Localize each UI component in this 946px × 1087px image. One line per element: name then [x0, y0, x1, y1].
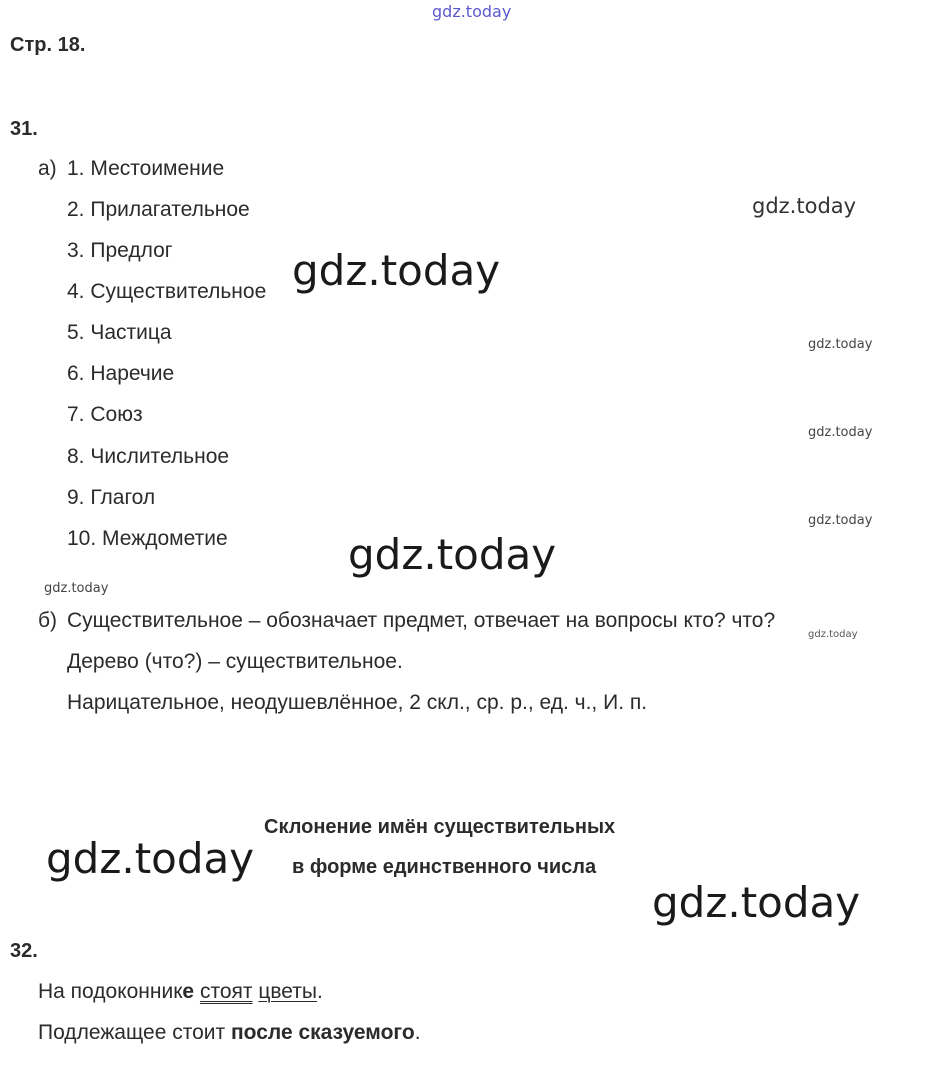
subject-word: цветы	[258, 980, 318, 1003]
explanation-start: Подлежащее стоит	[38, 1021, 231, 1044]
section-title-line-2: в форме единственного числа	[292, 856, 597, 878]
watermark-big-2: gdz.today	[348, 530, 557, 579]
section-title-line-1: Склонение имён существительных	[264, 816, 616, 838]
list-item: 10. Междометие	[67, 527, 228, 550]
explanation-end: .	[414, 1021, 421, 1044]
list-item: 2. Прилагательное	[67, 198, 250, 221]
list-item: 1. Местоимение	[67, 157, 225, 180]
predicate-word: стоят	[199, 980, 253, 1003]
part-b-line-2: Дерево (что?) – существительное.	[67, 650, 403, 673]
list-item: 7. Союз	[67, 403, 143, 426]
watermark-tiny-right: gdz.today	[808, 629, 858, 640]
sentence-start: На подоконник	[38, 980, 183, 1003]
part-b-line-1: Существительное – обозначает предмет, отвечает на вопросы кто? что?	[67, 609, 776, 632]
explanation-bold: после сказуемого	[230, 1021, 415, 1044]
watermark-tiny-left: gdz.today	[44, 581, 109, 596]
watermark-mid-right: gdz.today	[752, 194, 857, 218]
sentence-end: .	[317, 980, 323, 1003]
example-sentence	[38, 980, 323, 1004]
sentence-ending-bold: е	[182, 980, 195, 1003]
task-32-number: 32.	[10, 940, 38, 962]
list-item: 5. Частица	[67, 321, 172, 344]
list-item: 3. Предлог	[67, 239, 173, 262]
part-b-line-3: Нарицательное, неодушевлённое, 2 скл., ср. р., ед. ч., И. п.	[67, 691, 648, 714]
part-a-prefix: а)	[38, 157, 57, 180]
watermark-big-4: gdz.today	[652, 878, 861, 927]
list-item: 8. Числительное	[67, 445, 230, 468]
task-31-number: 31.	[10, 118, 38, 140]
page-label: Стр. 18.	[10, 34, 86, 56]
explanation-sentence	[38, 1021, 421, 1045]
watermark-big-1: gdz.today	[292, 246, 501, 295]
watermark-small-3: gdz.today	[808, 513, 873, 528]
list-item: 6. Наречие	[67, 362, 175, 385]
watermark-small-1: gdz.today	[808, 337, 873, 352]
watermark-big-3: gdz.today	[46, 834, 255, 883]
watermark-top: gdz.today	[432, 2, 512, 21]
part-b-prefix: б)	[38, 609, 58, 632]
list-item: 4. Существительное	[67, 280, 267, 303]
list-item: 9. Глагол	[67, 486, 156, 509]
watermark-small-2: gdz.today	[808, 425, 873, 440]
